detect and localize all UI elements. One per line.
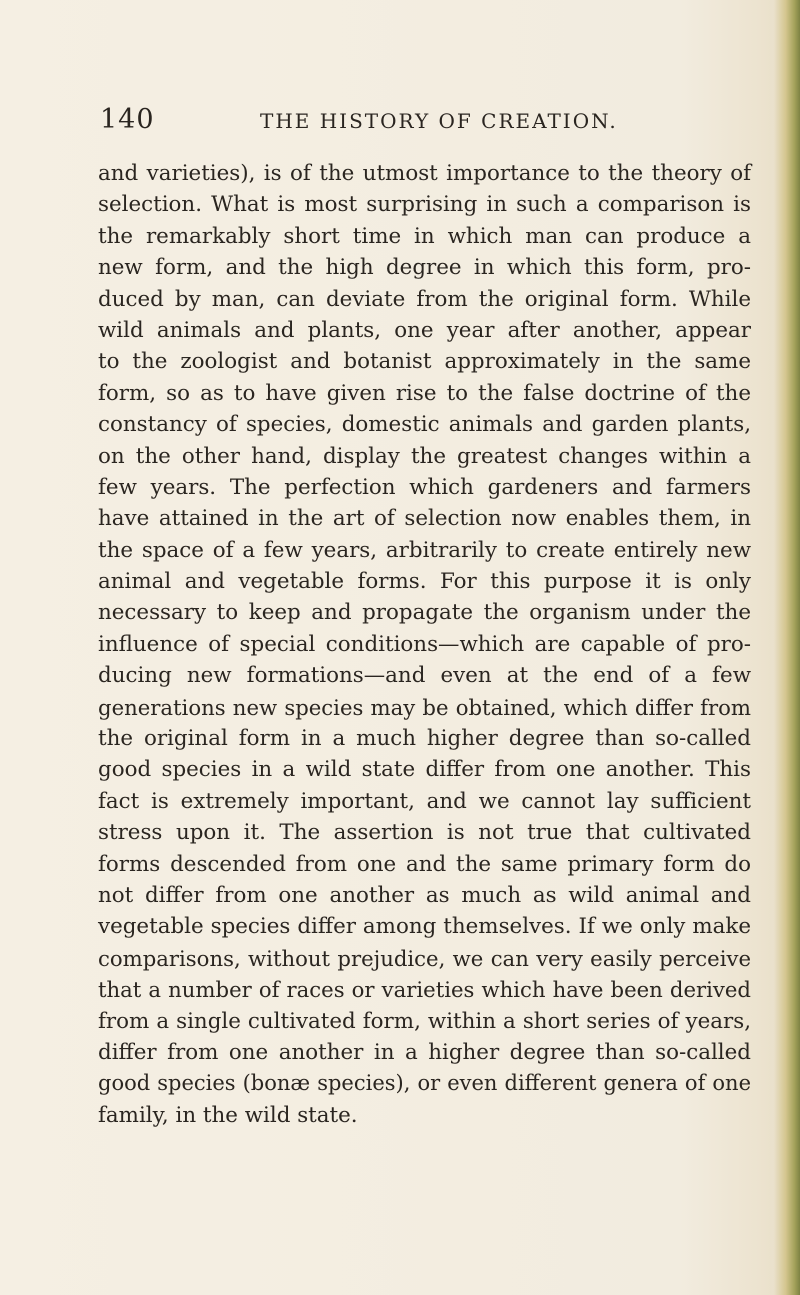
text-line: influence of special conditions—which are capable of pro- <box>98 631 751 657</box>
text-line: vegetable species differ among themselves. If we only make <box>98 914 751 940</box>
text-line: the space of a few years, arbitrarily to create entirely new <box>98 537 751 563</box>
text-line: fact is extremely important, and we cannot lay sufficient <box>98 788 751 814</box>
text-line: not differ from one another as much as wild animal and <box>98 882 751 908</box>
page-edge-shadow <box>774 0 800 1295</box>
text-line: the remarkably short time in which man can produce a <box>98 223 751 249</box>
text-line: form, so as to have given rise to the false doctrine of the <box>98 380 751 406</box>
text-line: wild animals and plants, one year after another, appear <box>98 317 751 343</box>
text-line: that a number of races or varieties which have been derived <box>98 977 751 1003</box>
text-line: generations new species may be obtained, which differ from <box>98 694 751 720</box>
text-line: new form, and the high degree in which this form, pro- <box>98 255 751 281</box>
text-line: have attained in the art of selection now enables them, in <box>98 506 751 532</box>
text-line: family, in the wild state. <box>98 1102 358 1128</box>
text-line: ducing new formations—and even at the end of a few <box>98 663 751 689</box>
text-line: duced by man, can deviate from the original form. While <box>98 286 751 312</box>
text-line: few years. The perfection which gardeners and farmers <box>98 474 751 500</box>
text-line: and varieties), is of the utmost importance to the theory of <box>98 161 751 186</box>
text-line: constancy of species, domestic animals and garden plants, <box>98 412 751 438</box>
running-head: THE HISTORY OF CREATION. <box>260 109 618 133</box>
body-text <box>98 158 751 1131</box>
text-line: good species (bonæ species), or even different genera of one <box>98 1071 751 1096</box>
text-line: stress upon it. The assertion is not true that cultivated <box>98 820 751 846</box>
text-line: animal and vegetable forms. For this purpose it is only <box>98 569 751 595</box>
text-line: good species in a wild state differ from one another. This <box>98 757 751 783</box>
text-line: selection. What is most surprising in such a comparison is <box>98 192 751 218</box>
text-line: from a single cultivated form, within a short series of years, <box>98 1008 751 1034</box>
page-header <box>100 104 740 140</box>
text-line: on the other hand, display the greatest changes within a <box>98 443 751 469</box>
text-line: the original form in a much higher degree than so-called <box>98 726 751 752</box>
text-line: to the zoologist and botanist approximately in the same <box>98 349 751 375</box>
text-line: forms descended from one and the same primary form do <box>98 851 751 877</box>
text-line: differ from one another in a higher degree than so-called <box>98 1039 751 1065</box>
page-number: 140 <box>100 104 155 135</box>
text-line: comparisons, without prejudice, we can very easily perceive <box>98 945 751 971</box>
text-line: necessary to keep and propagate the organism under the <box>98 600 751 626</box>
